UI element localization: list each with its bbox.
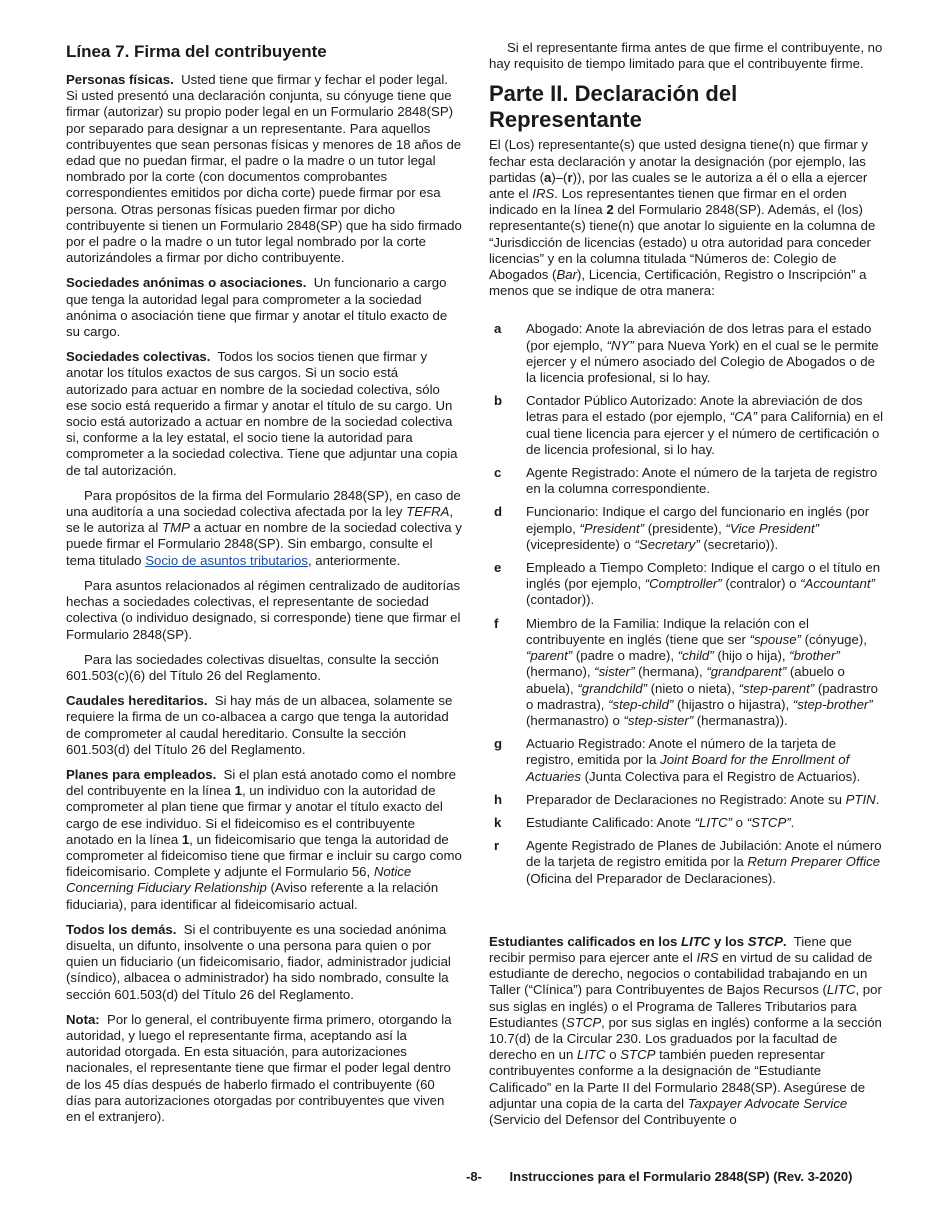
text-tefra-a: Para propósitos de la firma del Formulario 2848(SP), en caso de una auditoría a una sociedad colectiva afectada por la ley — [66, 487, 461, 520]
item-f-18: “step-child” — [608, 696, 674, 712]
tax-matters-partner-link[interactable]: Socio de asuntos tributarios — [145, 552, 308, 568]
item-f-15: (nieto o nieta), — [650, 680, 735, 696]
stud-11: también pueden representar contribuyentes conforme a la designación de “Estudiante Calificado” en la Parte II del Formulario 2848(SP). Asegúrese de adjuntar una copia de la carta del — [489, 1047, 866, 1111]
text-plans-a: Si el plan está anotado como el nombre del contribuyente en la línea — [66, 766, 456, 799]
paragraph-intro: Si el representante firma antes de que firme el contribuyente, no hay requisito de tiempo limitado para que el contribuyente firme. — [489, 40, 883, 72]
lead-individuals: Personas físicas. — [66, 72, 174, 87]
list-item — [489, 321, 885, 386]
item-f-16: “step-parent” — [738, 680, 815, 696]
decl-h: 2 — [606, 202, 614, 218]
text-plans-b: 1 — [234, 783, 242, 799]
item-f-6: “child” — [677, 648, 714, 664]
item-a-2: “NY” — [606, 337, 634, 353]
decl-c: )–( — [551, 169, 568, 185]
item-d-1: Funcionario: Indique el cargo del funcionario en inglés (por ejemplo, — [526, 504, 870, 536]
text-plans-d: 1 — [181, 831, 190, 847]
item-f-12: “grandparent” — [706, 664, 787, 680]
text-corporations: Un funcionario a cargo que tenga la autoridad legal para comprometer a la sociedad anónima o asociación tiene que firmar y anotar el título exacto de su cargo. — [66, 275, 448, 340]
decl-b: a — [543, 169, 552, 185]
paragraph-employee-plans — [66, 767, 462, 913]
item-letter: a — [494, 321, 502, 337]
item-f-7: (hijo o hija), — [717, 648, 786, 664]
decl-g: . Los representantes tienen que firmar en el orden indicado en la línea — [489, 186, 847, 218]
item-g-1: Actuario Registrado: Anote el número de la tarjeta de registro, emitida por la — [526, 736, 837, 768]
item-text — [526, 504, 885, 553]
stud-10: STCP — [620, 1047, 656, 1063]
item-f-10: “sister” — [594, 664, 635, 680]
item-letter: r — [494, 838, 500, 854]
paragraph-individuals — [66, 72, 462, 266]
item-h-2: PTIN — [845, 791, 876, 807]
item-d-4: “Vice President” — [725, 520, 819, 536]
stud-lead-5: . — [782, 933, 787, 949]
item-letter: h — [494, 791, 503, 807]
stud-1: Tiene que recibir permiso para ejercer ante el — [489, 933, 852, 965]
item-b-1: Contador Público Autorizado: Anote la abreviación de dos letras para el estado (por ejemplo, — [526, 393, 863, 425]
section-heading: Línea 7. Firma del contribuyente — [66, 42, 327, 61]
item-text — [526, 838, 885, 887]
item-f-1: Miembro de la Familia: Indique la relación con el contribuyente en inglés (tiene que ser — [526, 615, 809, 647]
text-all-others: Si el contribuyente es una sociedad anónima disuelta, un difunto, insolvente o una persona para quien o por quien un fiduciario (un fideicomisario, fiador, administrador judicial (síndico), albacea o administrador) ha sido nombrado, consulte la sección 601.503(d) del Título 26 del Reglamento. — [66, 921, 451, 1002]
item-d-6: “Secretary” — [634, 536, 700, 552]
right-column — [489, 40, 885, 1137]
list-item — [489, 465, 885, 497]
item-f-8: “brother” — [789, 648, 840, 664]
item-k-1: Estudiante Calificado: Anote — [526, 814, 691, 830]
stud-4: LITC — [826, 982, 856, 998]
item-d-3: (presidente), — [647, 520, 722, 536]
text-tefra-e: a actuar en nombre de la sociedad colectiva y puede firmar el Formulario 2848(SP). Sin embargo, consulte el tema titulado — [66, 520, 462, 568]
paragraph-note — [66, 1012, 462, 1125]
lead-partnerships: Sociedades colectivas. — [66, 349, 211, 365]
item-e-3: (contralor) o — [725, 576, 797, 592]
item-f-13: (abuelo o abuela), — [526, 664, 845, 696]
item-e-2: “Comptroller” — [644, 576, 722, 592]
item-k-3: o — [735, 814, 744, 830]
paragraph-all-others — [66, 922, 462, 1003]
paragraph-tefra — [66, 488, 462, 569]
item-k-4: “STCP” — [746, 814, 791, 830]
list-item — [489, 736, 885, 785]
stud-2: IRS — [696, 949, 719, 965]
item-d-5: (vicepresidente) o — [526, 536, 631, 552]
decl-a: El (Los) representante(s) que usted designa tiene(n) que firmar y fechar esta declaración y anotar la designación (por ejemplo, las partidas ( — [489, 137, 868, 185]
item-letter: g — [494, 736, 503, 752]
text-tefra-c: , se le autoriza al — [66, 504, 454, 536]
item-f-9: (hermano), — [526, 664, 591, 680]
decl-e: )), por las cuales se le autoriza a él o ella a ejercer ante el — [489, 169, 868, 202]
item-f-20: “step-brother” — [792, 696, 873, 712]
stud-12: Taxpayer Advocate Service — [687, 1095, 848, 1111]
text-estates: Si hay más de un albacea, solamente se requiere la firma de un co-albacea a cargo que tenga la autoridad de comprometer al caudal hereditario. Consulte la sección 601.503(d) del Título 26 del Reglamento. — [66, 693, 453, 757]
item-e-1: Empleado a Tiempo Completo: Indique el cargo o el título en inglés (por ejemplo, — [526, 560, 881, 592]
paragraph-corporations — [66, 275, 462, 340]
stud-lead-2: LITC — [681, 933, 711, 949]
item-f-2: “spouse” — [749, 631, 801, 647]
stud-8: LITC — [577, 1047, 606, 1063]
item-h-1: Preparador de Declaraciones no Registrado: Anote su — [526, 791, 842, 807]
text-individuals: Usted tiene que firmar y fechar el poder legal. Si usted presentó una declaración conjunta, su cónyuge tiene que firmar (autorizar) su propio poder legal en un Formulario 2848(SP) por separado para designar a un representante. Para aquellos contribuyentes que sean personas físicas y menores de 18 años de edad que no puedan firmar, el padre o la madre o un tutor legal nombrado por la corte (con documentos comprobantes correspondientes emitidos por dicha corte) puede firmar por esa persona. Otras personas físicas pueden firmar por dicho contribuyente si tienen un Formulario 2848(SP) que ha sido firmado por el padre o la madre o un tutor legal nombrado por la corte autorizándoles a firmar por dicho contribuyente. — [66, 72, 462, 266]
lead-students — [489, 934, 787, 949]
item-f-5: (padre o madre), — [575, 648, 675, 664]
stud-lead-3: y los — [714, 933, 745, 949]
item-r-3: (Oficina del Preparador de Declaraciones). — [526, 870, 776, 886]
item-a-3: para Nueva York) en el cual se le permite ejercer y el número asociado del Colegio de Abogados o de la licencia profesional, si lo hay. — [526, 337, 879, 386]
item-text — [526, 560, 885, 609]
paragraph-declaration — [489, 137, 885, 299]
item-letter: f — [494, 615, 499, 631]
lead-employee-plans: Planes para empleados. — [66, 766, 217, 782]
part-heading: Parte II. Declaración del Representante — [489, 81, 738, 133]
item-e-5: (contador)). — [526, 592, 595, 608]
list-item — [489, 393, 885, 458]
text-tefra-d: TMP — [162, 520, 190, 536]
item-e-4: “Accountant” — [800, 576, 875, 592]
lead-all-others: Todos los demás. — [66, 921, 177, 937]
item-r-2: Return Preparer Office — [747, 854, 881, 870]
page-footer — [466, 1169, 852, 1184]
paragraph-estates — [66, 693, 462, 758]
text-tefra-f: , anteriormente. — [307, 552, 401, 568]
list-item — [489, 560, 885, 609]
item-f-4: “parent” — [526, 648, 573, 664]
item-f-17: (padrastro o madrastra), — [526, 680, 878, 712]
list-item — [489, 792, 885, 808]
item-letter: c — [494, 465, 502, 481]
stud-7: , por sus siglas en inglés) conforme a la sección 10.7(d) de la Circular 230. Los graduados por la facultad de derecho en un — [489, 1014, 882, 1063]
list-item — [489, 815, 885, 831]
item-f-11: (hermana), — [638, 664, 703, 680]
item-text — [526, 616, 885, 729]
text-plans-c: , un individuo con la autoridad de comprometer al plan tiene que firmar y anotar el título exacto del cargo de ese individuo. Si el fideicomiso es el contribuyente anotado en la línea — [66, 783, 443, 847]
item-text — [526, 393, 885, 458]
left-column — [66, 40, 462, 1134]
stud-lead-4: STCP — [747, 933, 783, 949]
paragraph-qualified-students — [489, 934, 885, 1128]
designation-list — [489, 321, 885, 886]
item-f-14: “grandchild” — [577, 680, 647, 696]
stud-lead-1: Estudiantes calificados en los — [489, 933, 678, 949]
item-f-19: (hijastro o hijastra), — [677, 696, 790, 712]
item-b-2: “CA” — [729, 409, 757, 425]
stud-6: STCP — [565, 1014, 602, 1030]
item-f-21: (hermanastro) o — [526, 712, 620, 728]
item-g-3: (Junta Colectiva para el Registro de Actuarios). — [584, 768, 861, 784]
list-item — [489, 504, 885, 553]
stud-13: (Servicio del Defensor del Contribuyente o — [489, 1111, 737, 1127]
text-plans-g: (Aviso referente a la relación fiduciaria), para identificar al fideicomisario actual. — [66, 880, 439, 912]
item-d-2: “President” — [579, 520, 645, 536]
decl-i: del Formulario 2848(SP). Además, el (los) representante(s) tiene(n) que anotar lo siguiente en la columna de “Jurisdicción de licencias (estado) u otra autoridad para conceder licencias” y en la columna titulada “Números de: Colegio de Abogados ( — [489, 202, 876, 283]
paragraph-dissolved: Para las sociedades colectivas disueltas, consulte la sección 601.503(c)(6) del Título 26 del Reglamento. — [66, 651, 439, 683]
list-item — [489, 616, 885, 729]
footer-title: Instrucciones para el Formulario 2848(SP) (Rev. 3-2020) — [509, 1169, 853, 1184]
item-a-1: Abogado: Anote la abreviación de dos letras para el estado (por ejemplo, — [526, 321, 872, 353]
text-plans-f: Notice Concerning Fiduciary Relationship — [66, 864, 412, 896]
item-f-3: (cónyuge), — [804, 631, 867, 647]
item-h-3: . — [875, 791, 880, 807]
item-text: Agente Registrado: Anote el número de la tarjeta de registro en la columna correspondiente. — [526, 465, 878, 497]
item-letter: d — [494, 504, 503, 520]
lead-note: Nota: — [66, 1011, 100, 1027]
paragraph-audit-regime: Para asuntos relacionados al régimen centralizado de auditorías hechas a sociedades colectivas, el representante de sociedad colectiva (o individuo designado, si corresponde) tiene que firmar el Formulario 2848(SP). — [66, 577, 461, 642]
text-plans-e: , un fideicomisario que tenga la autoridad de comprometer al fideicomiso tiene que firmar e incluir su cargo como fideicomisario. Complete y adjunte el Formulario 56, — [66, 831, 462, 880]
item-f-22: “step-sister” — [623, 712, 694, 728]
item-text — [526, 815, 885, 831]
page-number: -8- — [466, 1169, 482, 1184]
lead-estates: Caudales hereditarios. — [66, 693, 208, 709]
text-tefra-b: TEFRA — [406, 504, 450, 520]
decl-d: r — [567, 169, 573, 185]
text-note: Por lo general, el contribuyente firma primero, otorgando la autoridad, y luego el representante firma, aceptando así la autoridad otorgada. En esta situación, para autorizaciones nacionales, el representante tiene que firmar el poder legal dentro de los 45 días después de haberlo firmado el contribuyente (60 días para autorizaciones otorgadas por contribuyentes que viven en el extranjero). — [66, 1011, 452, 1124]
list-item — [489, 838, 885, 887]
item-k-2: “LITC” — [694, 814, 732, 830]
item-d-7: (secretario)). — [703, 536, 779, 552]
item-r-1: Agente Registrado de Planes de Jubilación: Anote el número de la tarjeta de registro emitida por la — [526, 838, 882, 870]
decl-j: Bar — [556, 267, 577, 283]
item-letter: b — [494, 393, 503, 409]
text-partnerships: Todos los socios tienen que firmar y anotar los títulos exactos de sus cargos. Si un socio está autorizado para actuar en nombre de la sociedad colectiva, sólo ese socio está requerido a firmar y anotar el título de su cargo. Un socio está autorizado a actuar en nombre de la sociedad colectiva si, conforme a la ley estatal, el socio tiene la autoridad para comprometer a la sociedad colectiva. Tiene que adjuntar una copia de tal autorización. — [66, 349, 458, 478]
item-f-23: (hermanastra)). — [696, 712, 788, 728]
item-letter: e — [494, 560, 502, 576]
item-letter: k — [494, 814, 502, 830]
item-g-2: Joint Board for the Enrollment of Actuaries — [526, 752, 850, 784]
item-text — [526, 736, 885, 785]
decl-k: ), Licencia, Certificación, Registro o Inscripción” a menos que se indique de otra manera: — [489, 267, 867, 299]
item-k-5: . — [790, 814, 795, 830]
item-text — [526, 321, 885, 386]
item-text — [526, 792, 885, 808]
stud-3: en virtud de su calidad de estudiante de derecho, negocios o contabilidad trabajando en un Taller (“Clínica”) para Contribuyentes de Bajos Recursos ( — [489, 949, 873, 998]
decl-f: IRS — [532, 186, 555, 202]
lead-corporations: Sociedades anónimas o asociaciones. — [66, 275, 307, 291]
paragraph-partnerships — [66, 349, 462, 479]
item-b-3: para California) en el cual tiene licencia para ejercer y el número de certificación o de licencia profesional, si lo hay. — [526, 409, 883, 457]
stud-5: , por sus siglas en inglés) o el Programa de Talleres Tributarios para Estudiantes ( — [489, 982, 882, 1030]
stud-9: o — [609, 1047, 617, 1063]
spacer — [489, 894, 885, 934]
